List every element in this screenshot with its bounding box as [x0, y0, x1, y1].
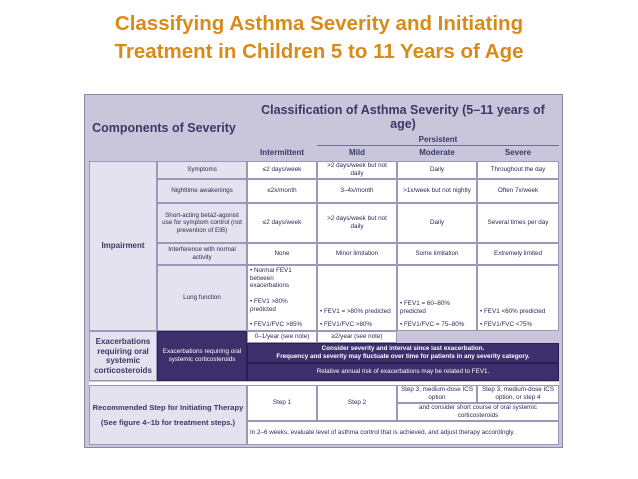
table-cell: ≤2 days/week [247, 161, 317, 179]
therapy-step-moderate: Step 3, medium-dose ICS option [397, 385, 477, 403]
col-intermittent: Intermittent [247, 146, 317, 160]
risk-line1: Consider severity and interval since last exacerbation. [321, 345, 485, 353]
lung-function-mild [317, 265, 397, 331]
asthma-severity-table [84, 94, 563, 448]
row-label-interference: Interference with normal activity [157, 243, 247, 265]
risk-fev1-note: Relative annual risk of exacerbations may be related to FEV1. [247, 363, 559, 381]
slide-title-line1: Classifying Asthma Severity and Initiating [114, 12, 524, 35]
table-cell: >1x/week but not nightly [397, 179, 477, 203]
table-cell: Extremely limited [477, 243, 559, 265]
risk-consider-note [247, 343, 559, 363]
lung-bullet: • Normal FEV1 between exacerbations [250, 267, 292, 290]
col-moderate: Moderate [397, 146, 477, 160]
therapy-step-severe: Step 3, medium-dose ICS option, or step 4 [477, 385, 559, 403]
lung-bullet: • FEV1 = >80% predicted [320, 307, 391, 315]
row-label-saba-use: Short-acting beta2-agonist use for symptom control (not prevention of EIB) [157, 203, 247, 243]
impairment-label: Impairment [89, 161, 157, 331]
table-cell: Some limitation [397, 243, 477, 265]
table-cell: Daily [397, 203, 477, 243]
row-label-lung-function: Lung function [157, 265, 247, 331]
risk-exacerbations-label: Exacerbations requiring oral systemic corticosteroids [157, 331, 247, 381]
lung-bullet: • FEV1 >80% predicted [250, 298, 288, 313]
therapy-course-note: and consider short course of oral systemic corticosteroids [397, 403, 559, 421]
table-cell: Often 7x/week [477, 179, 559, 203]
therapy-label-line1: Recommended Step for Initiating Therapy [92, 403, 244, 412]
table-cell: >2 days/week but not daily [317, 161, 397, 179]
lung-function-severe [477, 265, 559, 331]
col-severe: Severe [477, 146, 559, 160]
table-cell: ≤2 days/week [247, 203, 317, 243]
components-header: Components of Severity [89, 99, 239, 157]
risk-freq-intermittent: 0–1/year (see note) [247, 331, 317, 343]
table-cell: None [247, 243, 317, 265]
row-label-symptoms: Symptoms [157, 161, 247, 179]
lung-bullet: • FEV1/FVC >80% [320, 321, 373, 329]
lung-bullet: • FEV1/FVC <75% [480, 321, 533, 329]
therapy-step2: Step 2 [317, 385, 397, 421]
lung-bullet: • FEV1 = 60–80% predicted [400, 300, 450, 315]
therapy-step1: Step 1 [247, 385, 317, 421]
risk-freq-persistent: ≥2/year (see note) [317, 331, 397, 343]
therapy-label-line2: (See figure 4–1b for treatment steps.) [100, 418, 236, 427]
lung-function-intermittent [247, 265, 317, 331]
classification-header: Classification of Asthma Severity (5–11 years of age) [247, 99, 559, 135]
table-cell: 3–4x/month [317, 179, 397, 203]
therapy-label [89, 385, 247, 445]
lung-bullet: • FEV1 <60% predicted [480, 307, 546, 315]
table-cell: >2 days/week but not daily [317, 203, 397, 243]
persistent-header: Persistent [317, 134, 559, 146]
risk-label: Exacerbations requiring oral systemic corticosteroids [89, 331, 157, 381]
row-label-nighttime: Nighttime awakenings [157, 179, 247, 203]
table-cell: Throughout the day [477, 161, 559, 179]
table-cell: Several times per day [477, 203, 559, 243]
table-cell: ≤2x/month [247, 179, 317, 203]
table-cell: Minor limitation [317, 243, 397, 265]
lung-function-moderate [397, 265, 477, 331]
risk-line2: Frequency and severity may fluctuate over time for patients in any severity category. [276, 353, 530, 360]
table-cell: Daily [397, 161, 477, 179]
lung-bullet: • FEV1/FVC = 75–80% [400, 321, 465, 329]
col-mild: Mild [317, 146, 397, 160]
therapy-footer-note: In 2–6 weeks, evaluate level of asthma control that is achieved, and adjust therapy accordingly. [247, 421, 559, 445]
lung-bullet: • FEV1/FVC >85% [250, 321, 303, 329]
slide-title-line2: Treatment in Children 5 to 11 Years of Age [114, 40, 524, 63]
